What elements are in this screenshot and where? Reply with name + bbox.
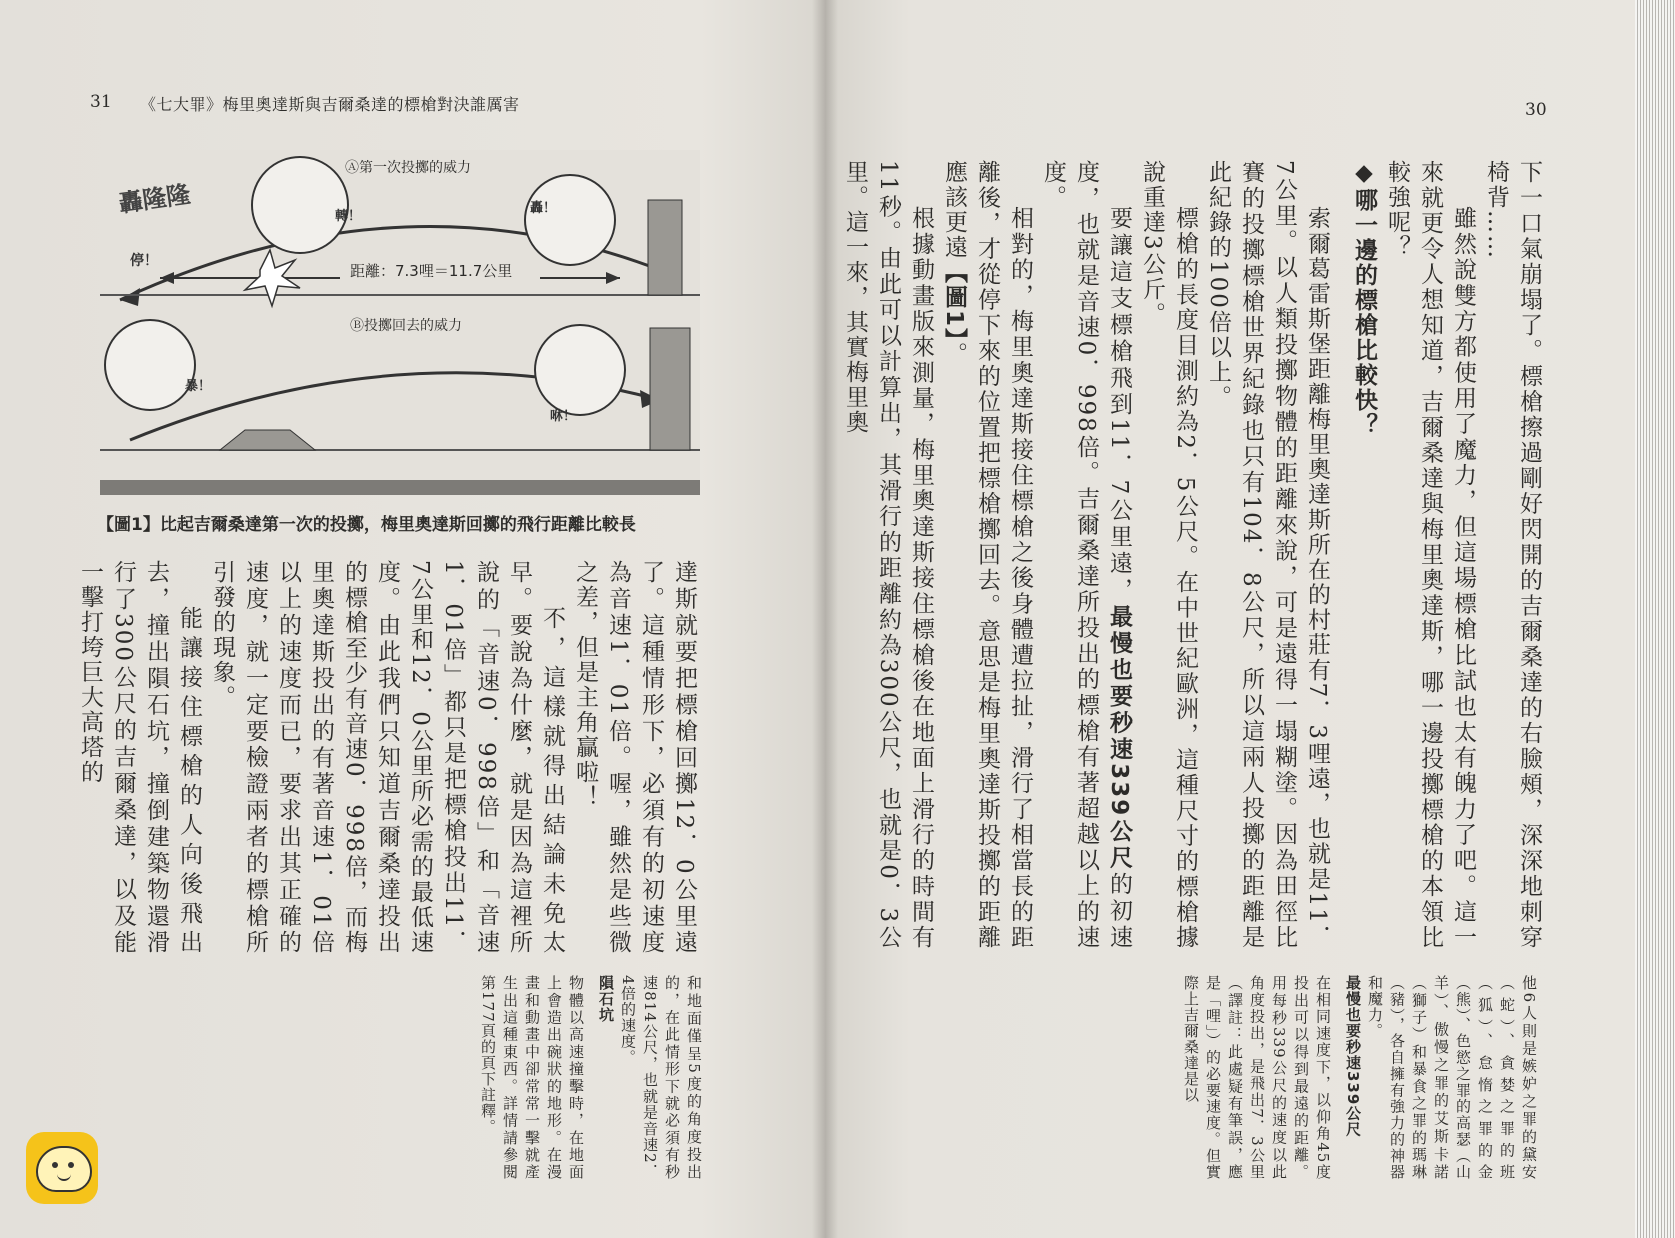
sfx-rumble: 轟隆隆 [116,180,193,218]
figure-1-illustration [100,150,700,495]
figure-bottom-bar [100,480,700,495]
left-paragraph-3: 能讓接住標槍的人向後飛出去，撞出隕石坑，撞倒建築物還滑行了300公尺的吉爾桑達，以及能一擊打垮巨大高塔的 [77,560,202,955]
book-gutter [812,0,838,1238]
left-footnotes [100,975,705,1180]
right-paragraph-7: 根據動畫版來測量，梅里奧達斯接住標槍後在地面上滑行的時間有11秒。由此可以計算出，其滑行的距離約為300公尺，也就是0．3公里。這一來，其實梅里奧 [842,160,934,950]
sfx-blast: 暴！ [185,379,212,394]
right-note-term: 最慢也要秒速339公尺 [1344,975,1362,1138]
tower-right [648,200,682,295]
sfx-spin: 轉！ [335,209,362,224]
sfx-boom: 轟！ [530,201,557,216]
bubble-gilthunder-catch [105,320,195,410]
page-number-left: 31 [90,92,112,112]
left-note-1: 和地面僅呈5度的角度投出的，在此情形下就必須有秒速814公尺，也就是音速2．4倍的速度。 [619,975,703,1180]
bun-logo-icon [26,1132,98,1204]
right-paragraph-2: 雖然說雙方都使用了魔力，但這場標槍比試也太有魄力了吧。這一來就更令人想知道，吉爾桑達與梅里奧達斯，哪一邊投擲標槍的本領比較強呢？ [1384,160,1476,950]
castle-right [650,328,690,450]
bold-speed: 最慢也要秒速339公尺 [1106,604,1132,872]
sfx-stop: 停！ [130,253,158,269]
left-body-text [77,560,700,955]
page-edges [1635,0,1675,1238]
right-body-text [842,160,1545,951]
left-paragraph-2: 不，這樣就得出結論未免太早。要說為什麼，就是因為這裡所說的「音速0．998倍」和「音速1．01倍」都只是把標槍投出11．7公里和12．0公里所必需的最低速度。由此我們只知道吉爾桑達投出的標槍至少有音速0．998倍，而梅里奧達斯投出的有著音速1．01倍以上的速度而已，要求出其正確的速度，就一定要檢證兩者的標槍所引發的現象。 [209,560,565,955]
right-paragraph-3: 索爾葛雷斯堡距離梅里奧達斯所在的村莊有7．3哩遠，也就是11．7公里。以人類投擲物體的距離來說，可是遠得一塌糊塗。因為田徑比賽的投擲標槍世界紀錄也只有104．8公尺，所以這兩人投擲的距離是此紀錄的100倍以上。 [1205,160,1330,950]
distance-label: 距離：7.3哩＝11.7公里 [350,262,513,280]
right-note-2: 在相同速度下，以仰角45度投出可以得到最遠的距離。用每秒339公尺的速度以此角度投出，是飛出7．3公里（譯註：此處疑有筆誤，應是「哩」）的必要速度。但實際上吉爾桑達是以 [1182,975,1332,1180]
bubble-meliodas-catch [252,157,348,253]
section-heading: ◆哪一邊的標槍比較快？ [1351,160,1377,438]
right-paragraph-6: 相對的，梅里奧達斯接住標槍之後身體遭拉扯，滑行了相當長的距離後，才從停下來的位置把標槍擲回去。意思是梅里奧達斯投擲的距離應該更遠【圖1】。 [941,160,1033,950]
left-paragraph-1: 達斯就要把標槍回擲12．0公里遠了。這種情形下，必須有的初速度為音速1．01倍。喔，雖然是些微之差，但是主角贏啦！ [572,560,697,955]
right-paragraph-4: 標槍的長度目測約為2．5公尺。在中世紀歐洲，這種尺寸的標槍據說重達3公斤。 [1139,160,1198,950]
right-note-1: 他6人則是嫉妒之罪的黛安（蛇）、貪婪之罪的班（狐）、怠惰之罪的金（熊）、色慾之罪的高瑟（山羊）、傲慢之罪的艾斯卡諾（獅子）和暴食之罪的瑪琳（豬），各自擁有強力的神器和魔力。 [1366,975,1538,1180]
manga-diagram [100,150,700,495]
bubble-gilthunder-throw [525,175,615,265]
label-a: Ⓐ第一次投擲的威力 [345,160,471,176]
page-number-right: 30 [1525,100,1547,120]
figure-reference: 【圖1】 [941,260,967,342]
left-note-term: 隕石坑 [597,975,615,1023]
right-footnotes [930,975,1540,1180]
right-paragraph-5: 要讓這支標槍飛到11．7公里遠，最慢也要秒速339公尺的初速度，也就是音速0．998倍。吉爾桑達所投出的標槍有著超越以上的速度。 [1040,160,1132,951]
sfx-whoosh: 咻！ [550,409,577,424]
running-head: 《七大罪》梅里奧達斯與吉爾桑達的標槍對決誰厲害 [140,95,520,114]
label-b: Ⓑ投擲回去的威力 [350,318,462,334]
right-paragraph-1: 下一口氣崩塌了。標槍擦過剛好閃開的吉爾桑達的右臉頰，深深地刺穿椅背…… [1483,160,1542,950]
bubble-meliodas-throw [535,325,625,415]
figure-caption: 【圖1】比起吉爾桑達第一次的投擲，梅里奧達斯回擲的飛行距離比較長 [97,515,636,535]
left-note-2: 物體以高速撞擊時，在地面上會造出碗狀的地形。在漫畫和動畫中卻常常一擊就產生出這種東西。詳情請參閱第177頁的頁下註釋。 [479,975,585,1180]
